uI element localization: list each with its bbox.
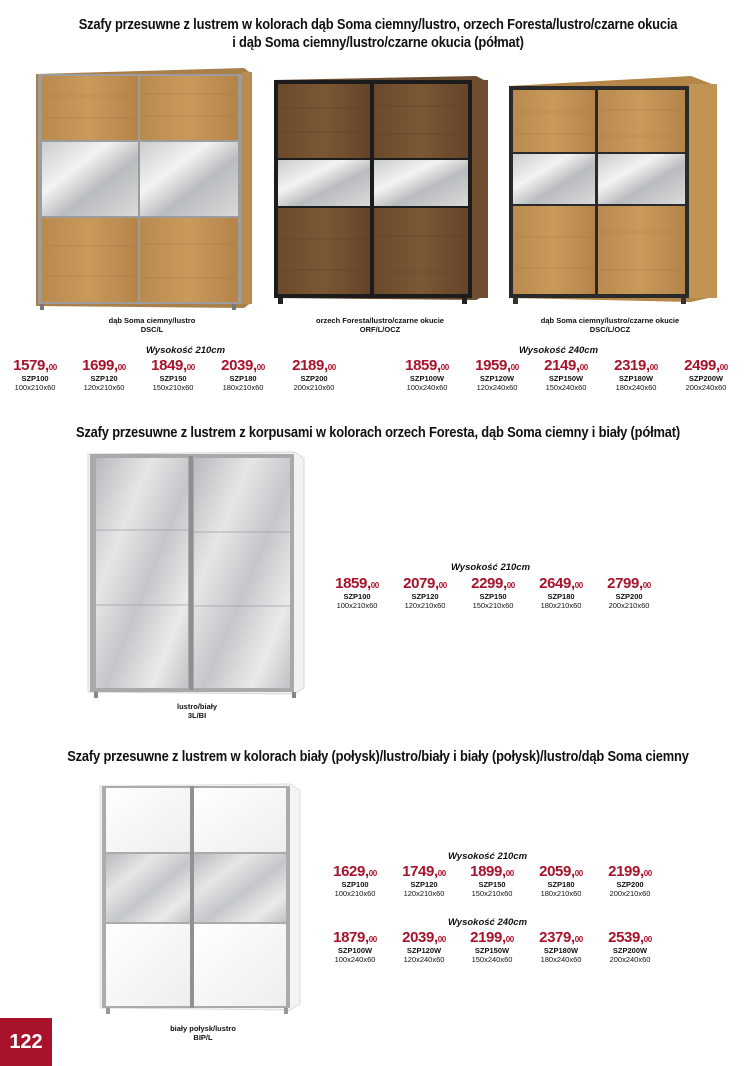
price-value xyxy=(73,358,135,375)
price-dim: 200x210x60 xyxy=(608,601,650,610)
price-value xyxy=(599,930,661,947)
price-dim: 100x210x60 xyxy=(336,601,378,610)
price-item xyxy=(4,358,66,392)
price-value xyxy=(530,864,592,881)
price-code: SZP120 xyxy=(90,374,118,383)
price-int: 1699, xyxy=(82,357,118,374)
price-item xyxy=(396,358,458,392)
price-dec: 00 xyxy=(327,363,336,372)
product-name-5: biały połysk/lustro xyxy=(170,1024,236,1033)
price-dec: 00 xyxy=(440,363,449,372)
price-dim: 180x240x60 xyxy=(615,383,657,392)
price-item xyxy=(283,358,345,392)
price-value xyxy=(462,576,524,593)
price-dim: 120x210x60 xyxy=(403,889,445,898)
product-caption-1 xyxy=(62,316,242,334)
wardrobe-image-oak-mirror xyxy=(32,66,256,314)
price-dec: 00 xyxy=(438,581,447,590)
price-int: 2149, xyxy=(544,357,580,374)
price-int: 2189, xyxy=(292,357,328,374)
price-dec: 00 xyxy=(510,363,519,372)
price-dim: 180x210x60 xyxy=(540,601,582,610)
product-code-1: DSC/L xyxy=(140,325,164,334)
price-value xyxy=(326,576,388,593)
price-item xyxy=(605,358,667,392)
price-int: 2649, xyxy=(539,575,575,592)
price-dec: 00 xyxy=(579,363,588,372)
price-item xyxy=(461,864,523,898)
price-item xyxy=(599,864,661,898)
product-caption-2 xyxy=(290,316,470,334)
price-dec: 00 xyxy=(256,363,265,372)
price-value xyxy=(142,358,204,375)
price-dim: 180x240x60 xyxy=(540,955,582,964)
price-code: SZP120 xyxy=(410,880,438,889)
price-int: 1579, xyxy=(13,357,49,374)
price-value xyxy=(396,358,458,375)
price-int: 1859, xyxy=(335,575,371,592)
price-dec: 00 xyxy=(643,935,652,944)
product-code-4: 3L/BI xyxy=(187,711,207,720)
price-value xyxy=(535,358,597,375)
price-dim: 120x240x60 xyxy=(476,383,518,392)
price-dim: 100x210x60 xyxy=(14,383,56,392)
price-value xyxy=(598,576,660,593)
price-value xyxy=(394,576,456,593)
section-2-title: Szafy przesuwne z lustrem z korpusami w kolorach orzech Foresta, dąb Soma ciemny i biały (półmat) xyxy=(75,424,681,441)
product-caption-3 xyxy=(520,316,700,334)
price-int: 2039, xyxy=(402,929,438,946)
price-dec: 00 xyxy=(574,581,583,590)
price-code: SZP200 xyxy=(616,880,644,889)
price-code: SZP180 xyxy=(229,374,257,383)
product-code-3: DSC/L/OCZ xyxy=(589,325,631,334)
price-value xyxy=(324,930,386,947)
price-value xyxy=(283,358,345,375)
price-item xyxy=(530,576,592,610)
price-value xyxy=(393,930,455,947)
price-dec: 00 xyxy=(437,869,446,878)
height-label-240: Wysokość 240cm xyxy=(519,345,599,356)
price-int: 2319, xyxy=(614,357,650,374)
price-value xyxy=(605,358,667,375)
price-dec: 00 xyxy=(505,935,514,944)
price-dec: 00 xyxy=(574,869,583,878)
price-item xyxy=(675,358,737,392)
price-value xyxy=(461,930,523,947)
price-int: 1749, xyxy=(402,863,438,880)
section-1-title-line2: i dąb Soma ciemny/lustro/czarne okucia (półmat) xyxy=(232,34,524,51)
price-value xyxy=(530,930,592,947)
price-code: SZP150 xyxy=(478,880,506,889)
height-label-210: Wysokość 210cm xyxy=(146,345,226,356)
price-code: SZP120 xyxy=(411,592,439,601)
price-value xyxy=(4,358,66,375)
product-name-3: dąb Soma ciemny/lustro/czarne okucie xyxy=(540,316,680,325)
price-item xyxy=(461,930,523,964)
product-code-5: BIP/L xyxy=(193,1033,213,1042)
product-name-2: orzech Foresta/lustro/czarne okucie xyxy=(316,316,444,325)
price-item xyxy=(326,576,388,610)
price-value xyxy=(212,358,274,375)
price-int: 1899, xyxy=(470,863,506,880)
price-dim: 150x210x60 xyxy=(472,601,514,610)
height-label-210: Wysokość 210cm xyxy=(448,851,528,862)
price-item xyxy=(324,930,386,964)
page-number: 122 xyxy=(0,1018,52,1066)
price-int: 2199, xyxy=(470,929,506,946)
price-item xyxy=(535,358,597,392)
price-code: SZP200 xyxy=(300,374,328,383)
price-code: SZP150 xyxy=(479,592,507,601)
price-dec: 00 xyxy=(643,869,652,878)
price-value xyxy=(599,864,661,881)
price-dec: 00 xyxy=(642,581,651,590)
price-item xyxy=(212,358,274,392)
price-int: 2199, xyxy=(608,863,644,880)
price-code: SZP180 xyxy=(547,880,575,889)
price-int: 2299, xyxy=(471,575,507,592)
price-code: SZP150W xyxy=(474,946,510,955)
price-code: SZP120W xyxy=(479,374,515,383)
price-item xyxy=(394,576,456,610)
price-int: 1959, xyxy=(475,357,511,374)
price-item xyxy=(530,930,592,964)
section-3-title: Szafy przesuwne z lustrem w kolorach biały (połysk)/lustro/biały i biały (połysk)/lustro/dąb Soma ciemny xyxy=(67,748,689,765)
price-dec: 00 xyxy=(719,363,728,372)
price-dim: 150x210x60 xyxy=(152,383,194,392)
price-dim: 120x210x60 xyxy=(404,601,446,610)
price-dim: 180x210x60 xyxy=(540,889,582,898)
price-dec: 00 xyxy=(649,363,658,372)
wardrobe-image-white-gloss-mirror xyxy=(98,782,304,1018)
price-dec: 00 xyxy=(48,363,57,372)
price-dec: 00 xyxy=(437,935,446,944)
price-int: 1879, xyxy=(333,929,369,946)
price-int: 1859, xyxy=(405,357,441,374)
price-dim: 100x240x60 xyxy=(406,383,448,392)
wardrobe-image-walnut-mirror xyxy=(270,74,492,306)
price-int: 2379, xyxy=(539,929,575,946)
price-int: 2539, xyxy=(608,929,644,946)
price-dec: 00 xyxy=(186,363,195,372)
price-dim: 120x210x60 xyxy=(83,383,125,392)
product-caption-5 xyxy=(148,1024,258,1042)
price-value xyxy=(461,864,523,881)
price-code: SZP200W xyxy=(688,374,724,383)
product-name-1: dąb Soma ciemny/lustro xyxy=(108,316,196,325)
price-dec: 00 xyxy=(368,935,377,944)
price-dec: 00 xyxy=(574,935,583,944)
price-item xyxy=(142,358,204,392)
height-label-240: Wysokość 240cm xyxy=(448,917,528,928)
price-dec: 00 xyxy=(368,869,377,878)
price-code: SZP100W xyxy=(337,946,373,955)
price-code: SZP100 xyxy=(343,592,371,601)
product-name-4: lustro/biały xyxy=(176,702,217,711)
price-code: SZP100 xyxy=(21,374,49,383)
price-dim: 180x210x60 xyxy=(222,383,264,392)
price-code: SZP180W xyxy=(543,946,579,955)
price-item xyxy=(393,930,455,964)
price-int: 2799, xyxy=(607,575,643,592)
price-item xyxy=(530,864,592,898)
price-code: SZP150 xyxy=(159,374,187,383)
product-caption-4 xyxy=(142,702,252,720)
height-label-210: Wysokość 210cm xyxy=(451,562,531,573)
price-item xyxy=(599,930,661,964)
price-value xyxy=(675,358,737,375)
price-int: 1629, xyxy=(333,863,369,880)
price-dec: 00 xyxy=(370,581,379,590)
price-dec: 00 xyxy=(117,363,126,372)
price-int: 1849, xyxy=(151,357,187,374)
price-code: SZP100 xyxy=(341,880,369,889)
price-code: SZP150W xyxy=(548,374,584,383)
price-code: SZP200W xyxy=(612,946,648,955)
price-dim: 100x240x60 xyxy=(334,955,376,964)
price-code: SZP120W xyxy=(406,946,442,955)
price-dim: 150x240x60 xyxy=(545,383,587,392)
price-int: 2059, xyxy=(539,863,575,880)
price-item xyxy=(466,358,528,392)
price-dec: 00 xyxy=(505,869,514,878)
price-value xyxy=(393,864,455,881)
price-item xyxy=(598,576,660,610)
price-item xyxy=(73,358,135,392)
price-int: 2079, xyxy=(403,575,439,592)
price-dim: 120x240x60 xyxy=(403,955,445,964)
price-int: 2499, xyxy=(684,357,720,374)
wardrobe-image-mirror-white xyxy=(86,450,308,702)
product-code-2: ORF/L/OCZ xyxy=(359,325,401,334)
price-code: SZP200 xyxy=(615,592,643,601)
price-value xyxy=(466,358,528,375)
price-dim: 150x240x60 xyxy=(471,955,513,964)
price-dim: 200x240x60 xyxy=(685,383,727,392)
price-code: SZP180W xyxy=(618,374,654,383)
price-item xyxy=(324,864,386,898)
price-dec: 00 xyxy=(506,581,515,590)
price-int: 2039, xyxy=(221,357,257,374)
price-item xyxy=(462,576,524,610)
price-code: SZP180 xyxy=(547,592,575,601)
price-dim: 200x240x60 xyxy=(609,955,651,964)
price-dim: 100x210x60 xyxy=(334,889,376,898)
section-1-title-line1: Szafy przesuwne z lustrem w kolorach dąb Soma ciemny/lustro, orzech Foresta/lustro/czarne okucia xyxy=(78,16,678,33)
price-dim: 200x210x60 xyxy=(609,889,651,898)
price-dim: 150x210x60 xyxy=(471,889,513,898)
price-value xyxy=(324,864,386,881)
price-code: SZP100W xyxy=(409,374,445,383)
price-value xyxy=(530,576,592,593)
price-dim: 200x210x60 xyxy=(293,383,335,392)
price-item xyxy=(393,864,455,898)
wardrobe-image-oak-mirror-black xyxy=(505,72,721,306)
